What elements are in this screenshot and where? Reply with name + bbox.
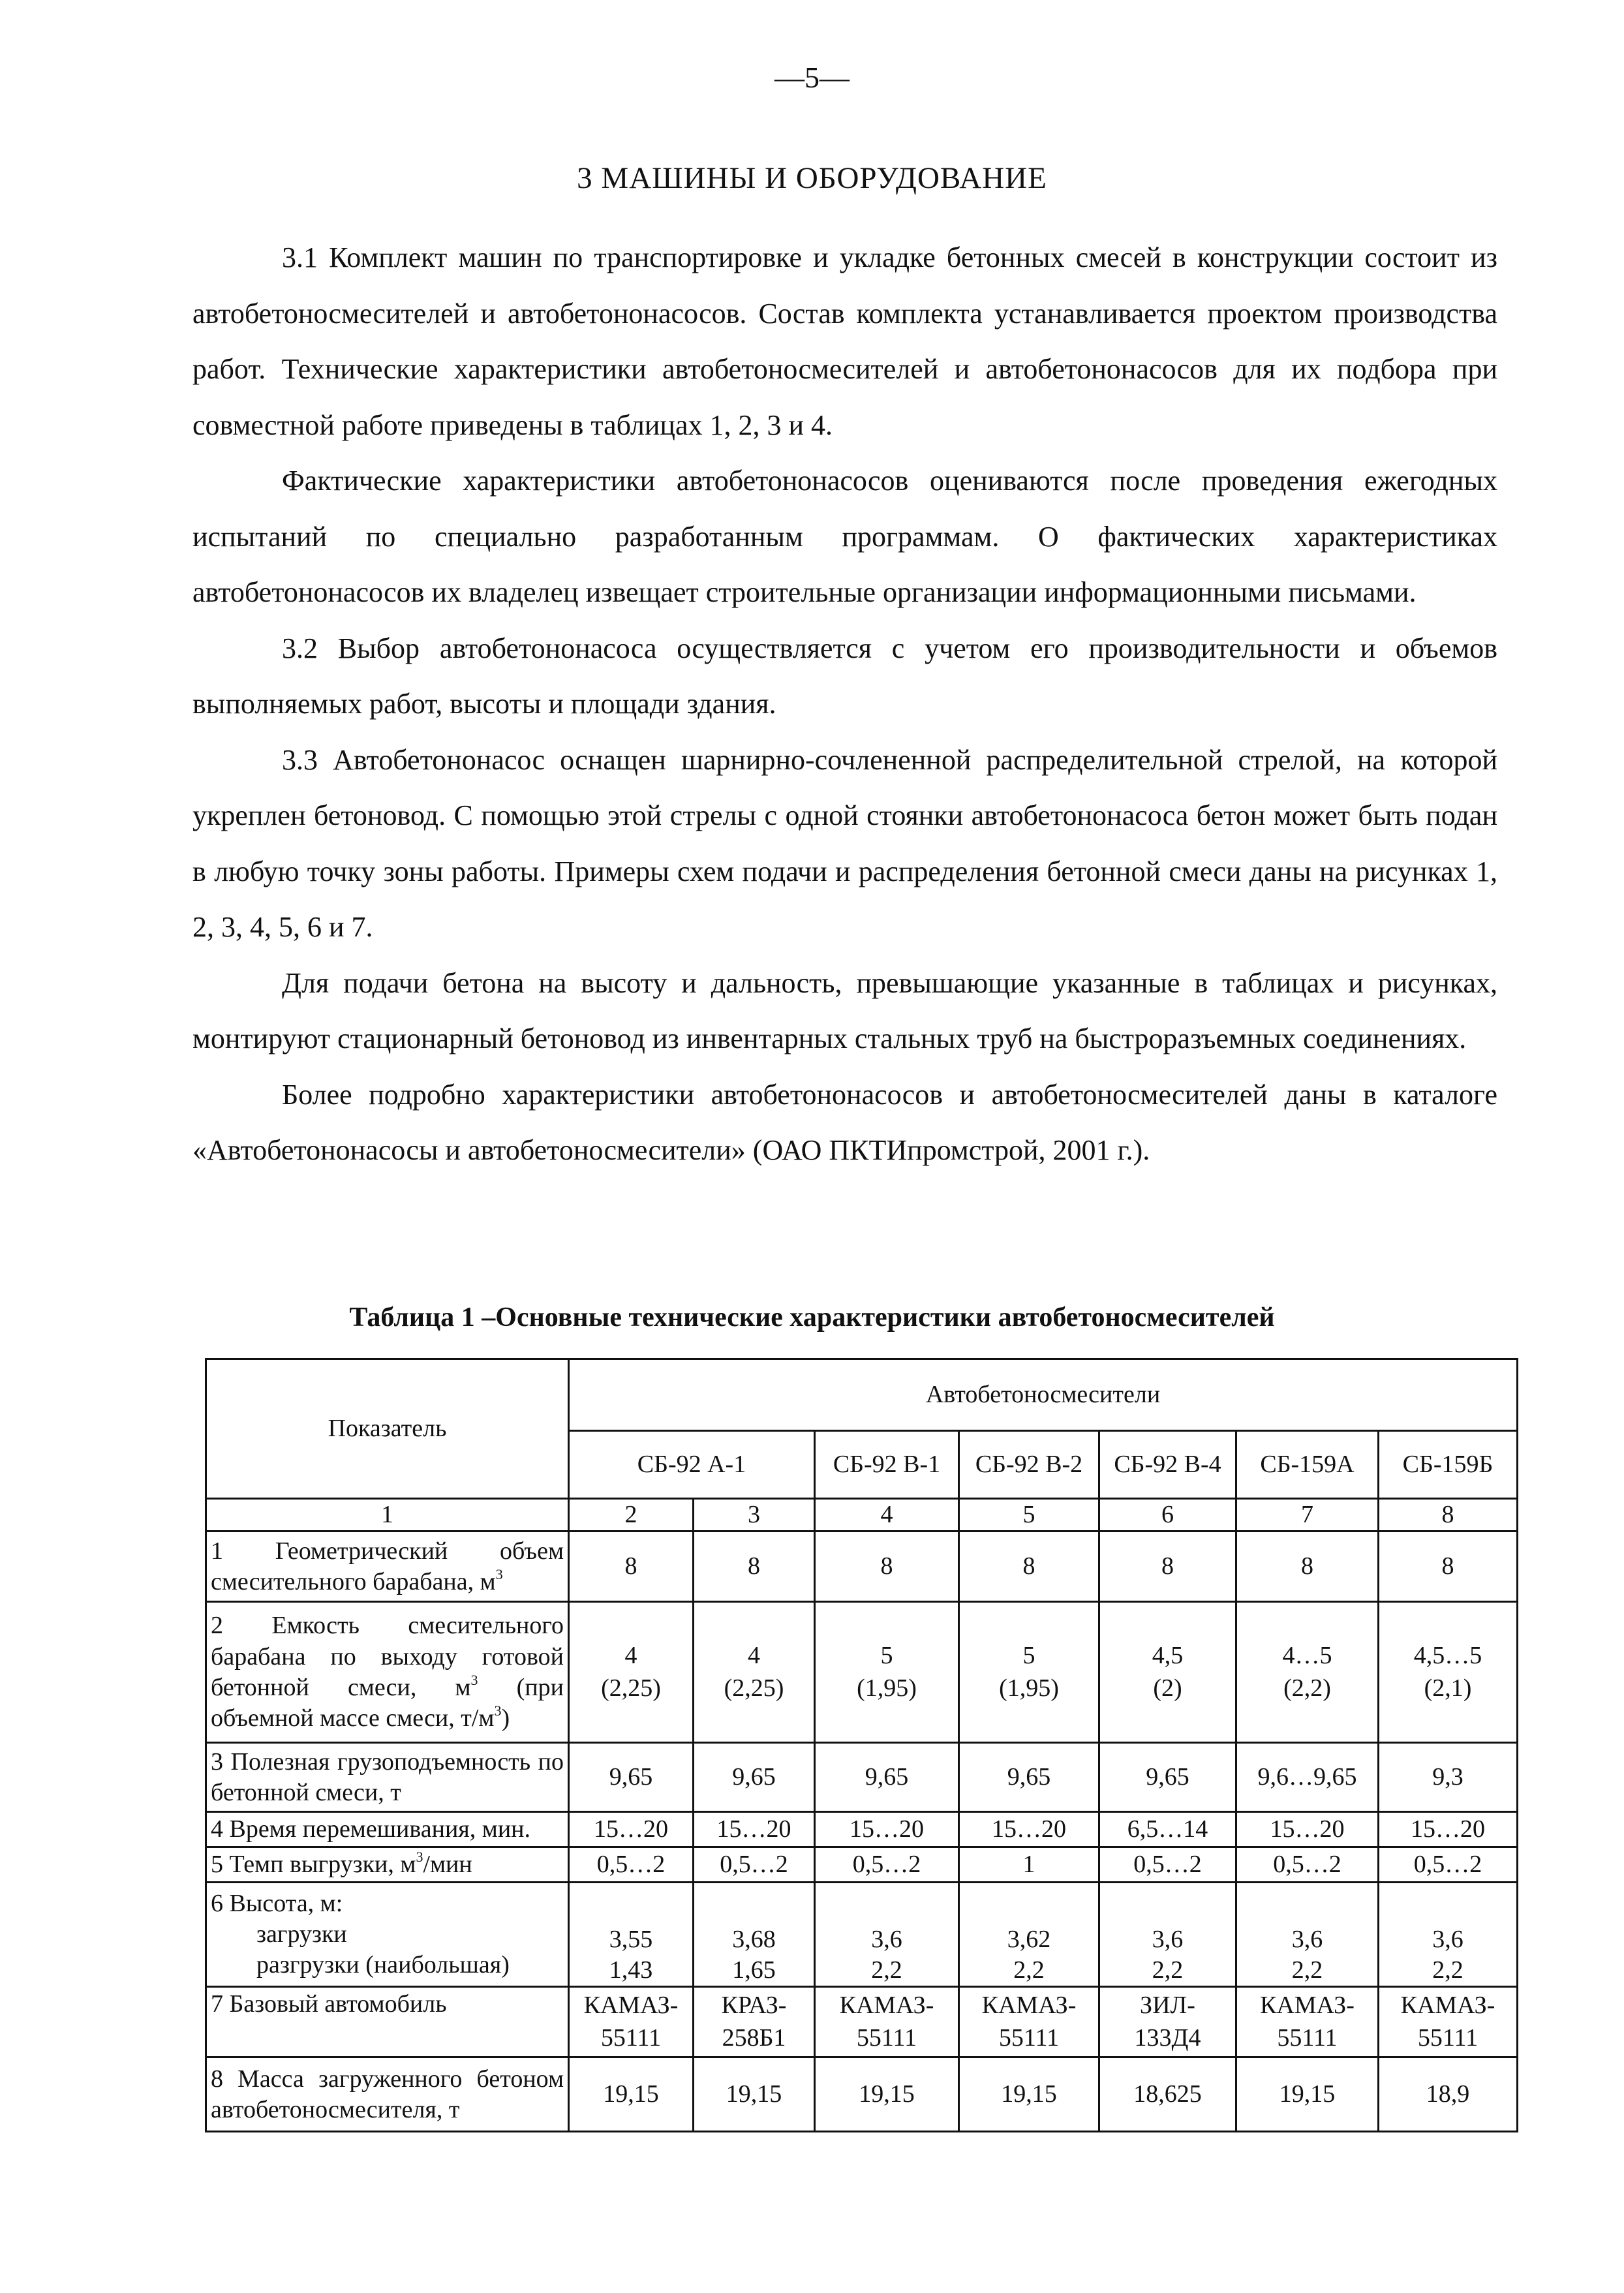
col-number: 2 bbox=[569, 1499, 694, 1531]
header-model: СБ-92 А-1 bbox=[569, 1431, 815, 1499]
row-label-payload: 3 Полезная грузоподъемность по бетонной смеси, т bbox=[206, 1743, 569, 1812]
col-number: 8 bbox=[1379, 1499, 1518, 1531]
header-parameter: Показатель bbox=[206, 1359, 569, 1499]
table-cell: 4,5…5 (2,1) bbox=[1379, 1602, 1518, 1743]
row-label-height: 6 Высота, м: загрузки разгрузки (наибольшая) bbox=[206, 1883, 569, 1987]
paragraph-pipeline: Для подачи бетона на высоту и дальность, превышающие указанные в таблицах и рисунках, монтируют стационарный бетоновод из инвентарных стальных труб на быстроразъемных соединениях. bbox=[192, 966, 1497, 1054]
specs-table bbox=[205, 1358, 1518, 2132]
body-text bbox=[192, 230, 1497, 1178]
table-cell: 9,3 bbox=[1379, 1743, 1518, 1812]
table-cell: 3,55 1,43 bbox=[569, 1883, 694, 1987]
table-cell: 0,5…2 bbox=[1099, 1847, 1236, 1883]
table-cell: КАМАЗ- 55111 bbox=[1379, 1987, 1518, 2057]
table-cell: 9,6…9,65 bbox=[1236, 1743, 1379, 1812]
section-title: 3 МАШИНЫ И ОБОРУДОВАНИЕ bbox=[577, 161, 1047, 195]
table-cell: КАМАЗ- 55111 bbox=[1236, 1987, 1379, 2057]
table-title: Таблица 1 –Основные технические характеристики автобетоносмесителей bbox=[349, 1302, 1275, 1332]
table-cell: 15…20 bbox=[1379, 1812, 1518, 1847]
table-cell: 4 (2,25) bbox=[569, 1602, 694, 1743]
table-cell: 18,625 bbox=[1099, 2057, 1236, 2132]
page-number: —5— bbox=[774, 61, 850, 94]
table-cell: 3,6 2,2 bbox=[1236, 1883, 1379, 1987]
table-cell: 15…20 bbox=[569, 1812, 694, 1847]
table-cell: 4…5 (2,2) bbox=[1236, 1602, 1379, 1743]
table-cell: КАМАЗ- 55111 bbox=[569, 1987, 694, 2057]
col-number: 1 bbox=[206, 1499, 569, 1531]
table-cell: 9,65 bbox=[569, 1743, 694, 1812]
col-number: 3 bbox=[694, 1499, 815, 1531]
paragraph-3-3: 3.3 Автобетононасос оснащен шарнирно-сочлененной распределительной стрелой, на которой укреплен бетоновод. С помощью этой стрелы с одной стоянки автобетононасоса бетон может быть подан в любую точку зоны работы. Примеры схем подачи и распределения бетонной смеси даны на рисунках 1, 2, 3, 4, 5, 6 и 7. bbox=[192, 743, 1497, 943]
col-number: 5 bbox=[959, 1499, 1099, 1531]
table-cell: 5 (1,95) bbox=[815, 1602, 959, 1743]
table-cell: 15…20 bbox=[815, 1812, 959, 1847]
table-cell: 0,5…2 bbox=[569, 1847, 694, 1883]
table-cell: 4 (2,25) bbox=[694, 1602, 815, 1743]
header-model: СБ-159А bbox=[1236, 1431, 1379, 1499]
table-cell: 0,5…2 bbox=[694, 1847, 815, 1883]
table-cell: 9,65 bbox=[694, 1743, 815, 1812]
table-cell: 9,65 bbox=[959, 1743, 1099, 1812]
table-cell: 8 bbox=[569, 1531, 694, 1602]
row-label-drum-volume: 1 Геометрический объем смесительного барабана, $м^3$ bbox=[206, 1531, 569, 1602]
paragraph-3-1: 3.1 Комплект машин по транспортировке и укладке бетонных смесей в конструкции состоит из автобетоносмесителей и автобетононасосов. Состав комплекта устанавливается проектом производства работ. Технические характеристики автобетоносмесителей и автобетононасосов для их подбора при совместной работе приведены в таблицах 1, 2, 3 и 4. bbox=[192, 241, 1497, 441]
table-cell: 6,5…14 bbox=[1099, 1812, 1236, 1847]
table-cell: ЗИЛ- 133Д4 bbox=[1099, 1987, 1236, 2057]
table-cell: 18,9 bbox=[1379, 2057, 1518, 2132]
table-cell: 0,5…2 bbox=[1379, 1847, 1518, 1883]
table-cell: 0,5…2 bbox=[1236, 1847, 1379, 1883]
table-cell: 4,5 (2) bbox=[1099, 1602, 1236, 1743]
row-label-unload-rate: 5 Темп выгрузки, $м^3$/мин bbox=[206, 1847, 569, 1883]
table-cell: 5 (1,95) bbox=[959, 1602, 1099, 1743]
table-cell: 3,6 2,2 bbox=[815, 1883, 959, 1987]
header-model: СБ-92 В-1 bbox=[815, 1431, 959, 1499]
table-cell: 15…20 bbox=[959, 1812, 1099, 1847]
paragraph-3-2: 3.2 Выбор автобетононасоса осуществляется с учетом его производительности и объемов выполняемых работ, высоты и площади здания. bbox=[192, 632, 1497, 720]
table-cell: 1 bbox=[959, 1847, 1099, 1883]
table-cell: 15…20 bbox=[694, 1812, 815, 1847]
table-cell: 3,6 2,2 bbox=[1379, 1883, 1518, 1987]
table-cell: КРАЗ- 258Б1 bbox=[694, 1987, 815, 2057]
row-label-drum-capacity: 2 Емкость смесительного барабана по выходу готовой бетонной смеси, $м^3$ (при объемной массе смеси, $т/м^3$) bbox=[206, 1602, 569, 1743]
table-cell: 19,15 bbox=[694, 2057, 815, 2132]
row-label-base-vehicle: 7 Базовый автомобиль bbox=[206, 1987, 569, 2057]
header-model: СБ-159Б bbox=[1379, 1431, 1518, 1499]
header-model: СБ-92 В-2 bbox=[959, 1431, 1099, 1499]
table-cell: КАМАЗ- 55111 bbox=[815, 1987, 959, 2057]
row-label-loaded-mass: 8 Масса загруженного бетоном автобетоносмесителя, т bbox=[206, 2057, 569, 2132]
table-cell: 8 bbox=[694, 1531, 815, 1602]
table-cell: 3,62 2,2 bbox=[959, 1883, 1099, 1987]
table-cell: 19,15 bbox=[815, 2057, 959, 2132]
table-cell: 8 bbox=[959, 1531, 1099, 1602]
paragraph-pump-tests: Фактические характеристики автобетононасосов оцениваются после проведения ежегодных испытаний по специально разработанным программам. О фактических характеристиках автобетононасосов их владелец извещает строительные организации информационными письмами. bbox=[192, 465, 1497, 608]
header-model: СБ-92 В-4 bbox=[1099, 1431, 1236, 1499]
table-cell: 0,5…2 bbox=[815, 1847, 959, 1883]
table-cell: 3,6 2,2 bbox=[1099, 1883, 1236, 1987]
table-cell: КАМАЗ- 55111 bbox=[959, 1987, 1099, 2057]
table-cell: 8 bbox=[1379, 1531, 1518, 1602]
table-cell: 19,15 bbox=[569, 2057, 694, 2132]
table-cell: 3,68 1,65 bbox=[694, 1883, 815, 1987]
col-number: 6 bbox=[1099, 1499, 1236, 1531]
table-cell: 8 bbox=[1099, 1531, 1236, 1602]
table-cell: 8 bbox=[1236, 1531, 1379, 1602]
col-number: 4 bbox=[815, 1499, 959, 1531]
table-cell: 8 bbox=[815, 1531, 959, 1602]
table-cell: 19,15 bbox=[1236, 2057, 1379, 2132]
paragraph-catalog: Более подробно характеристики автобетононасосов и автобетоносмесителей даны в каталоге «Автобетононасосы и автобетоносмесители» (ОАО ПКТИпромстрой, 2001 г.). bbox=[192, 1078, 1497, 1166]
table-cell: 15…20 bbox=[1236, 1812, 1379, 1847]
col-number: 7 bbox=[1236, 1499, 1379, 1531]
table-cell: 19,15 bbox=[959, 2057, 1099, 2132]
row-label-mixing-time: 4 Время перемешивания, мин. bbox=[206, 1812, 569, 1847]
header-group: Автобетоносмесители bbox=[569, 1359, 1518, 1431]
table-cell: 9,65 bbox=[815, 1743, 959, 1812]
table-cell: 9,65 bbox=[1099, 1743, 1236, 1812]
